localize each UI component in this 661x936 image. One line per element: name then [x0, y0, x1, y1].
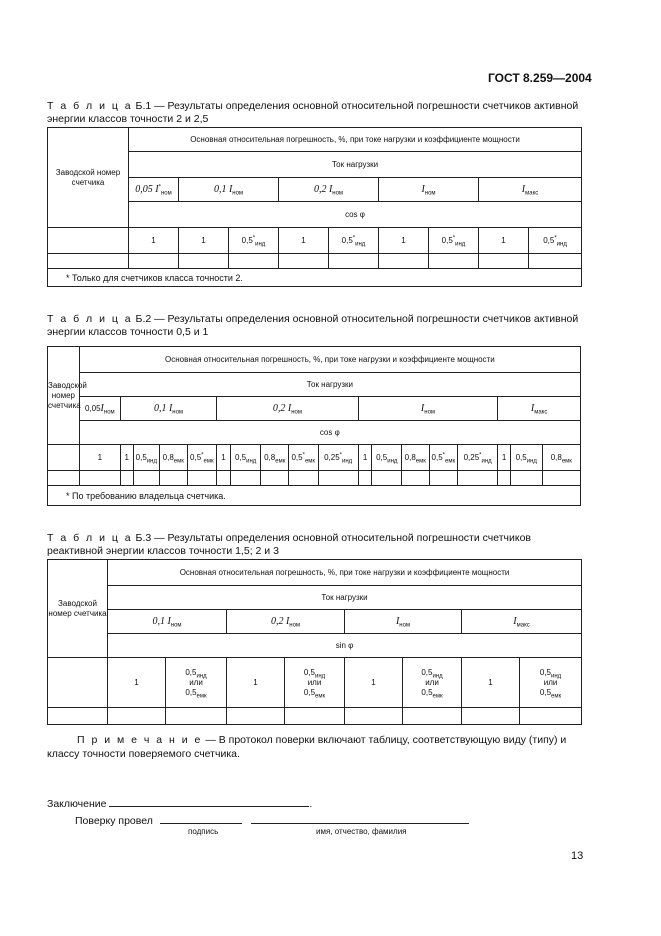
pf-cell: 1 — [379, 228, 429, 254]
pf-cell: $0,5_{инд}$ — [230, 445, 261, 471]
pf-cell: $0,8_{емк}$ — [402, 445, 429, 471]
doc-code: ГОСТ 8.259—2004 — [488, 71, 592, 85]
verified-line — [75, 813, 469, 828]
verified-label: Поверку провел — [75, 815, 153, 827]
current-cell: $0,05I_{ном}$ — [79, 397, 120, 421]
current-cell: $I_{макс}$ — [462, 610, 582, 634]
rowhead-text: Заводской номер счетчика — [55, 167, 121, 187]
pf-cell: $0,25^*_{инд}$ — [458, 445, 498, 471]
pf-cell: 1 — [120, 445, 133, 471]
page-number: 13 — [571, 850, 584, 862]
conclusion-label: Заключение — [47, 798, 107, 810]
pf-cell: $0,25^*_{инд}$ — [318, 445, 358, 471]
current-cell: 0,2 $I_{ном}$ — [217, 397, 359, 421]
pf-cell: $0,5^*_{емк}$ — [429, 445, 458, 471]
name-field[interactable] — [251, 813, 469, 824]
caption-prefix: Т а б л и ц а — [47, 532, 133, 544]
note-prefix: П р и м е ч а н и е — [77, 734, 203, 746]
pf-cell: $0,8_{емк}$ — [261, 445, 288, 471]
pf-cell: 1 — [479, 228, 529, 254]
pf-cell — [48, 445, 80, 471]
current-cell: 0,2 $I_{ном}$ — [279, 178, 379, 202]
pf-cell: 1 — [462, 658, 520, 708]
conclusion-field[interactable] — [109, 796, 309, 807]
caption-number: Б.3 — [135, 532, 152, 544]
rowhead-cell — [48, 347, 87, 445]
pf-cell: $0,5_{инд}$ или $0,5_{емк}$ — [403, 658, 462, 708]
current-cell: $I_{макс}$ — [479, 178, 582, 202]
table-b3 — [47, 559, 582, 725]
pf-cell: $0,5_{инд}$ — [510, 445, 542, 471]
table-b1-caption — [47, 100, 585, 126]
pf-cell: $0,5^*_{емк}$ — [187, 445, 217, 471]
pf-cell: 1 — [498, 445, 511, 471]
pf-cell: $0,5_{инд}$ или $0,5_{емк}$ — [166, 658, 227, 708]
current-cell: $I_{ном}$ — [379, 178, 479, 202]
caption-text: — Результаты определения основной относительной погрешности счетчиков реактивной энергии классов точности 1,5; 2 и 3 — [47, 532, 531, 557]
caption-text: — Результаты определения основной относительной погрешности счетчиков активной энергии классов точности 2 и 2,5 — [47, 100, 579, 125]
pf-cell: $0,5_{инд}$ или $0,5_{емк}$ — [285, 658, 345, 708]
main-header: Основная относительная погрешность, %, при токе нагрузки и коэффициенте мощности — [129, 128, 582, 152]
conclusion-line — [47, 796, 312, 811]
rowhead-text: Заводской номер счетчика — [48, 598, 107, 618]
current-cell: $I_{ном}$ — [358, 397, 498, 421]
caption-text: — Результаты определения основной относительной погрешности счетчиков активной энергии классов точности 0,5 и 1 — [47, 313, 579, 338]
current-cell: 0,1 $I_{ном}$ — [108, 610, 227, 634]
main-header: Основная относительная погрешность, %, при токе нагрузки и коэффициенте мощности — [79, 347, 580, 373]
pf-cell: 1 — [108, 658, 166, 708]
rowhead-text: Заводской номер счетчика — [48, 380, 87, 410]
pf-cell: 1 — [129, 228, 179, 254]
main-header: Основная относительная погрешность, %, при токе нагрузки и коэффициенте мощности — [108, 560, 582, 586]
footnote: * По требованию владельца счетчика. — [48, 486, 581, 506]
table-b3-caption — [47, 532, 585, 558]
pf-cell: $0,5^*_{инд}$ — [229, 228, 279, 254]
pf-cell: $0,8_{емк}$ — [160, 445, 187, 471]
pf-cell: $0,5_{инд}$ — [372, 445, 402, 471]
current-header: Ток нагрузки — [108, 586, 582, 610]
pf-cell: 1 — [179, 228, 229, 254]
pf-cell: $0,5^*_{инд}$ — [429, 228, 479, 254]
current-cell: $I_{ном}$ — [345, 610, 462, 634]
pf-cell: $0,8_{емк}$ — [542, 445, 580, 471]
current-cell: $I_{макс}$ — [498, 397, 581, 421]
conclusion-end: . — [309, 798, 313, 810]
caption-prefix: Т а б л и ц а — [47, 100, 133, 112]
pf-cell: 1 — [227, 658, 285, 708]
pf-header: cos φ — [79, 421, 580, 445]
pf-cell: $0,5^*_{инд}$ — [329, 228, 379, 254]
rowhead-cell — [48, 128, 129, 228]
pf-cell: $0,5^*_{инд}$ — [529, 228, 582, 254]
table-b2-caption — [47, 313, 585, 339]
pf-cell — [48, 658, 108, 708]
signature-caption: подпись — [188, 827, 219, 836]
pf-cell — [48, 228, 129, 254]
note — [47, 733, 585, 761]
caption-number: Б.1 — [135, 100, 152, 112]
table-b2 — [47, 346, 581, 506]
footnote: * Только для счетчиков класса точности 2. — [48, 269, 582, 287]
pf-cell: $0,5_{инд}$ — [133, 445, 159, 471]
current-cell: 0,1 $I_{ном}$ — [120, 397, 216, 421]
pf-cell: 1 — [217, 445, 231, 471]
pf-cell: 1 — [358, 445, 372, 471]
current-header: Ток нагрузки — [79, 373, 580, 397]
pf-cell: 1 — [345, 658, 403, 708]
caption-number: Б.2 — [135, 313, 152, 325]
current-header: Ток нагрузки — [129, 152, 582, 178]
pf-cell: 1 — [79, 445, 120, 471]
name-caption: имя, отчество, фамилия — [316, 827, 407, 836]
table-b1 — [47, 127, 582, 287]
pf-header: cos φ — [129, 202, 582, 228]
note-text: — В протокол поверки включают таблицу, соответствующую виду (типу) и классу точности поверяемого счетчика. — [47, 734, 567, 760]
current-cell: 0,05 $I^*_{ном}$ — [129, 178, 179, 202]
pf-header: sin φ — [108, 634, 582, 658]
pf-cell: $0,5_{инд}$ или $0,5_{емк}$ — [520, 658, 582, 708]
signature-field[interactable] — [160, 813, 242, 824]
caption-prefix: Т а б л и ц а — [47, 313, 133, 325]
pf-cell: 1 — [279, 228, 329, 254]
current-cell: 0,1 $I_{ном}$ — [179, 178, 279, 202]
pf-cell: $0,5^*_{емк}$ — [288, 445, 318, 471]
current-cell: 0,2 $I_{ном}$ — [227, 610, 345, 634]
rowhead-cell — [48, 560, 108, 658]
